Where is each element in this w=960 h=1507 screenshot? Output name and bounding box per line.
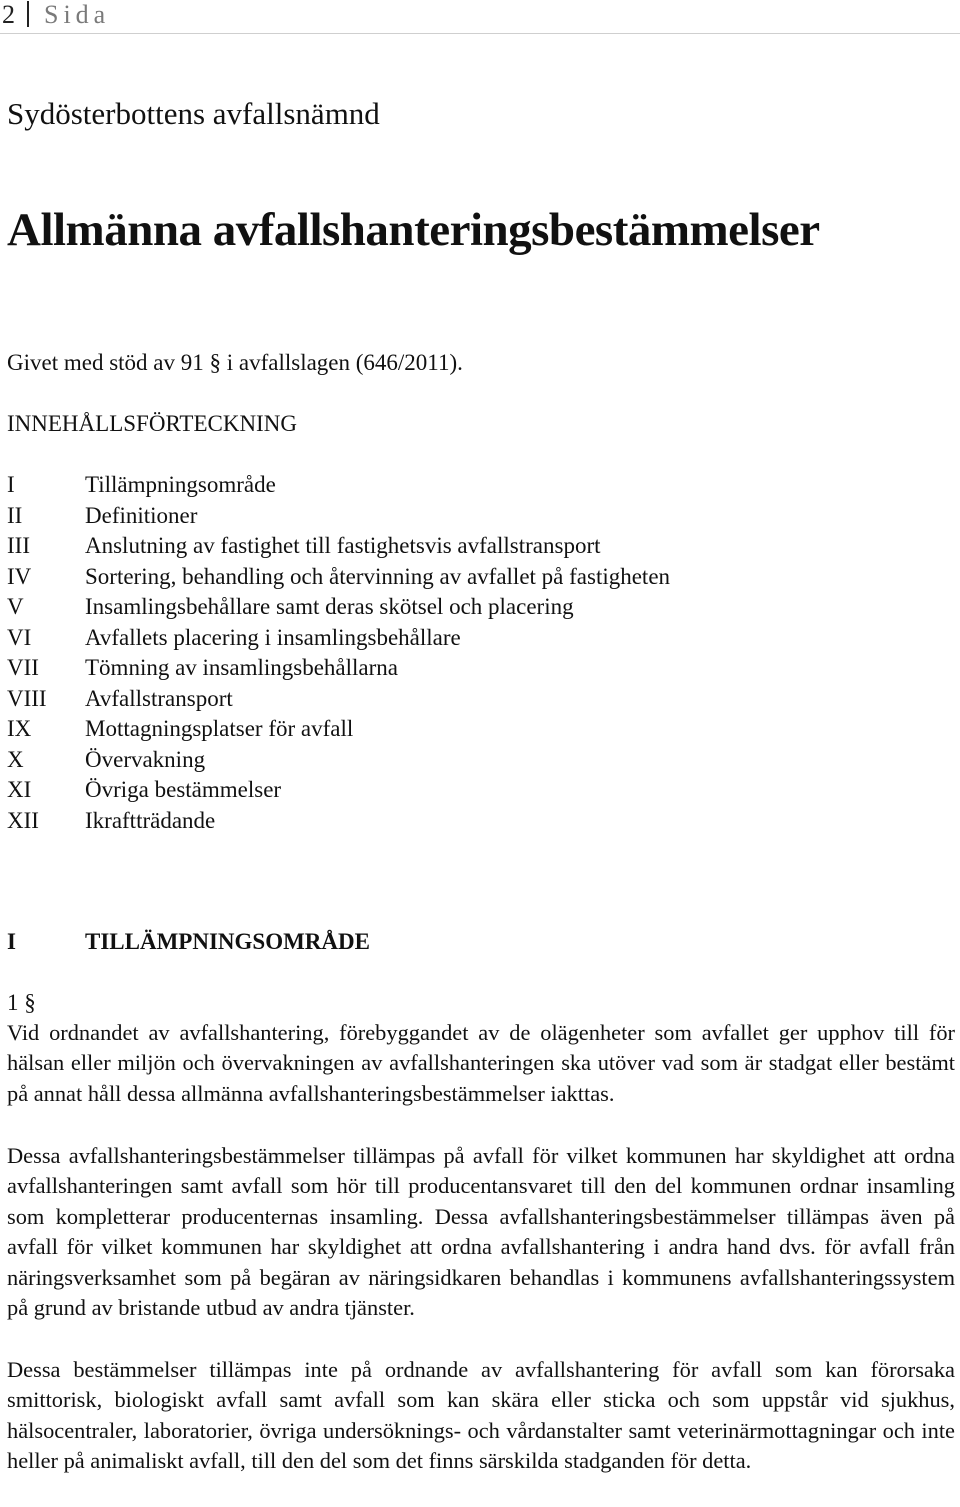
toc-item [7, 592, 670, 623]
body-paragraph: Dessa avfallshanteringsbestämmelser tillämpas på avfall för vilket kommunen har skyldighet att ordna avfallshanteringen samt avfall som hör till producentansvaret till den del kommunen ordnar insamling som kompletterar producenternas insamling. Dessa avfallshanteringsbestämmelser tillämpas även på avfall för vilket kommunen har skyldighet att ordna avfallshantering i andra hand dvs. för avfall från näringsverksamhet som på begäran av näringsidkaren behandlas i kommunens avfallshanteringssystem på grund av bristande utbud av andra tjänster. [7, 1143, 955, 1321]
toc-item-label: Övriga bestämmelser [85, 777, 282, 802]
toc-item-number: X [7, 746, 24, 772]
toc-item-number: I [7, 472, 15, 497]
table-of-contents [7, 470, 670, 836]
toc-item-number: XI [7, 777, 32, 802]
toc-heading: INNEHÅLLSFÖRTECKNING [7, 411, 297, 436]
toc-item-label: Definitioner [85, 502, 198, 528]
toc-item [7, 470, 670, 501]
toc-item-label: Anslutning av fastighet till fastighetsvis avfallstransport [85, 533, 601, 558]
toc-item-number: IV [7, 563, 32, 589]
toc-item [7, 714, 670, 745]
toc-item-number: VII [7, 655, 39, 680]
toc-item-label: Ikraftträdande [85, 807, 216, 833]
toc-item-label: Sortering, behandling och återvinning av avfallet på fastigheten [85, 563, 671, 589]
toc-item-label: Övervakning [85, 746, 206, 772]
body-paragraph: Dessa bestämmelser tillämpas inte på ordnande av avfallshantering för avfall som kan förorsaka smittorisk, biologiskt avfall samt avfall som kan skära eller sticka och som uppstår vid sjukhus, hälsocentraler, laboratorier, övriga undersöknings- och vårdanstalter samt veterinärmottagningar och inte heller på animaliskt avfall, till den del som det finns särskilda stadganden för detta. [7, 1357, 955, 1474]
paragraph-mark: 1 § [7, 990, 36, 1015]
toc-item-number: XII [7, 807, 39, 833]
toc-item-label: Tömning av insamlingsbehållarna [85, 655, 398, 680]
legal-basis: Givet med stöd av 91 § i avfallslagen (646/2011). [7, 350, 463, 375]
page-label: Sida [44, 0, 111, 29]
body-paragraph: Vid ordnandet av avfallshantering, förebyggandet av de olägenheter som avfallet ger upphov till för hälsan eller miljön och övervakningen av avfallshanteringen ska utöver vad som är stadgat eller bestämt på annat håll dessa allmänna avfallshanteringsbestämmelser iakttas. [7, 1020, 955, 1106]
toc-item [7, 653, 670, 684]
toc-item [7, 501, 670, 532]
header-separator [27, 1, 29, 27]
toc-item [7, 745, 670, 776]
section-number: I [7, 929, 16, 954]
page-number: 2 [2, 0, 15, 29]
toc-item [7, 562, 670, 593]
toc-item-label: Avfallets placering i insamlingsbehållare [85, 624, 461, 650]
toc-item [7, 775, 670, 806]
toc-item [7, 531, 670, 562]
toc-item-number: II [7, 502, 23, 528]
toc-item [7, 623, 670, 654]
toc-item-number: III [7, 533, 30, 558]
section-heading [7, 927, 370, 957]
document-title: Allmänna avfallshanteringsbestämmelser [7, 204, 820, 256]
page-header [0, 0, 960, 34]
section-title: TILLÄMPNINGSOMRÅDE [85, 929, 370, 954]
toc-item-label: Tillämpningsområde [85, 472, 276, 497]
toc-item-number: VIII [7, 685, 47, 711]
toc-item-label: Insamlingsbehållare samt deras skötsel och placering [85, 594, 574, 619]
toc-item-label: Mottagningsplatser för avfall [85, 716, 354, 741]
toc-item [7, 684, 670, 715]
toc-item-label: Avfallstransport [85, 685, 233, 711]
toc-item [7, 806, 670, 837]
toc-item-number: V [7, 594, 24, 619]
toc-item-number: IX [7, 716, 32, 741]
organization-name: Sydösterbottens avfallsnämnd [7, 96, 380, 131]
toc-item-number: VI [7, 624, 32, 650]
